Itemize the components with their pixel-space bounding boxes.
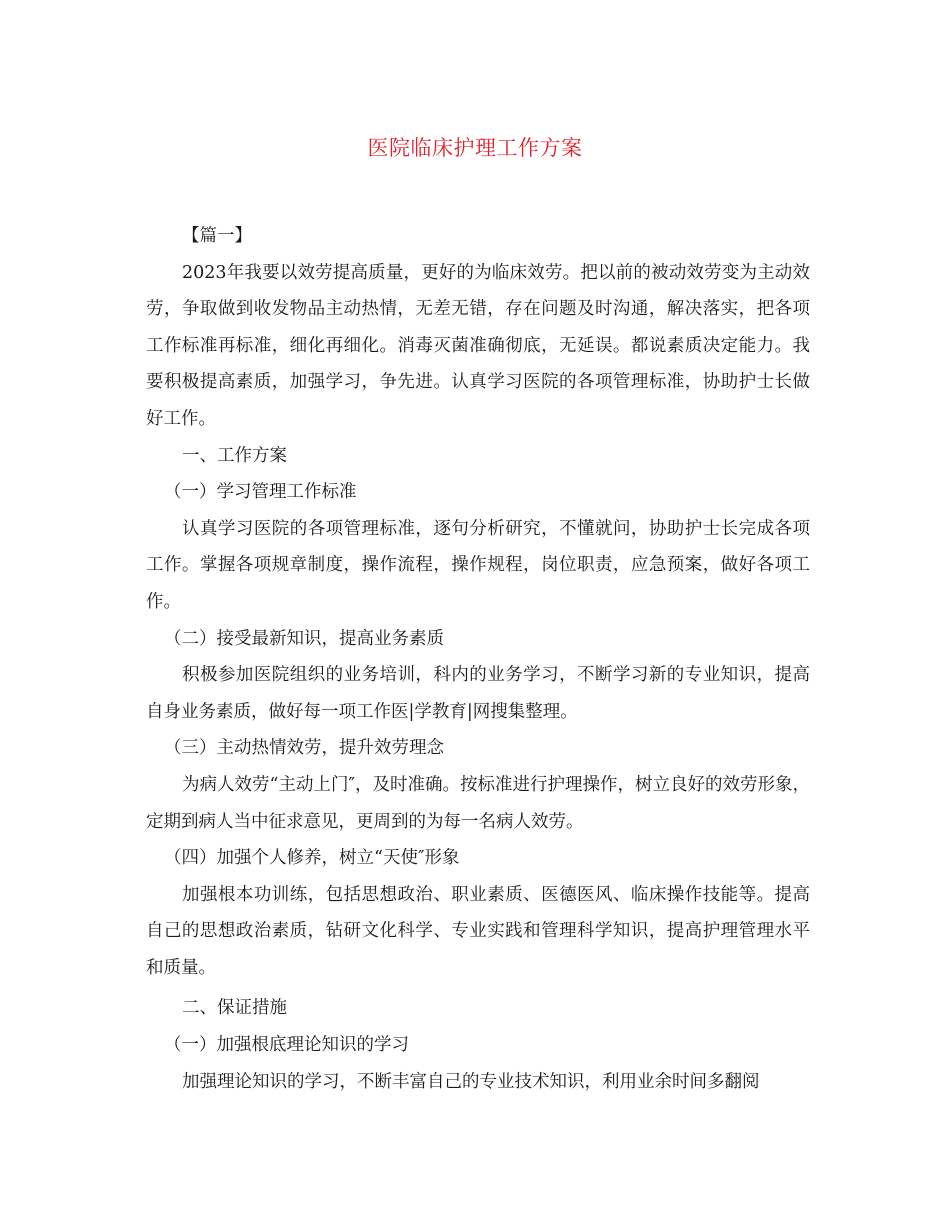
- page-title: 医院临床护理工作方案: [367, 136, 583, 160]
- heading-level-2: （一）加强根底理论知识的学习: [164, 1035, 409, 1056]
- document-body: [146, 218, 810, 1100]
- heading-level-2: （三）主动热情效劳，提升效劳理念: [164, 738, 444, 759]
- section-label: 【篇一】: [182, 226, 252, 246]
- paragraph: 加强理论知识的学习，不断丰富自己的专业技术知识，利用业余时间多翻阅: [182, 1071, 760, 1092]
- heading-level-1: 二、保证措施: [182, 998, 287, 1019]
- paragraph: 认真学习医院的各项管理标准，逐句分析研究，不懂就问，协助护士长完成各项工作。掌握各项规章制度，操作流程，操作规程，岗位职责，应急预案，做好各项工作。: [146, 518, 810, 612]
- paragraph: 2023年我要以效劳提高质量，更好的为临床效劳。把以前的被动效劳变为主动效劳，争取做到收发物品主动热情，无差无错，存在问题及时沟通，解决落实，把各项工作标准再标准，细化再细化。消毒灭菌准确彻底，无延误。都说素质决定能力。我要积极提高素质，加强学习，争先进。认真学习医院的各项管理标准，协助护士长做好工作。: [146, 262, 810, 429]
- paragraph: 为病人效劳“主动上门″，及时准确。按标准进行护理操作，树立良好的效劳形象，定期到病人当中征求意见，更周到的为每一名病人效劳。: [146, 774, 810, 832]
- paragraph: 加强根本功训练，包括思想政治、职业素质、医德医风、临床操作技能等。提高自己的思想政治素质，钻研文化科学、专业实践和管理科学知识，提高护理管理水平和质量。: [146, 884, 810, 978]
- heading-level-2: （四）加强个人修养，树立“天使″形象: [164, 848, 460, 869]
- heading-level-1: 一、工作方案: [182, 445, 287, 466]
- heading-level-2: （二）接受最新知识，提高业务素质: [164, 628, 444, 649]
- paragraph: 积极参加医院组织的业务培训，科内的业务学习，不断学习新的专业知识，提高自身业务素质，做好每一项工作医|学教育|网搜集整理。: [146, 665, 810, 722]
- heading-level-2: （一）学习管理工作标准: [164, 482, 357, 503]
